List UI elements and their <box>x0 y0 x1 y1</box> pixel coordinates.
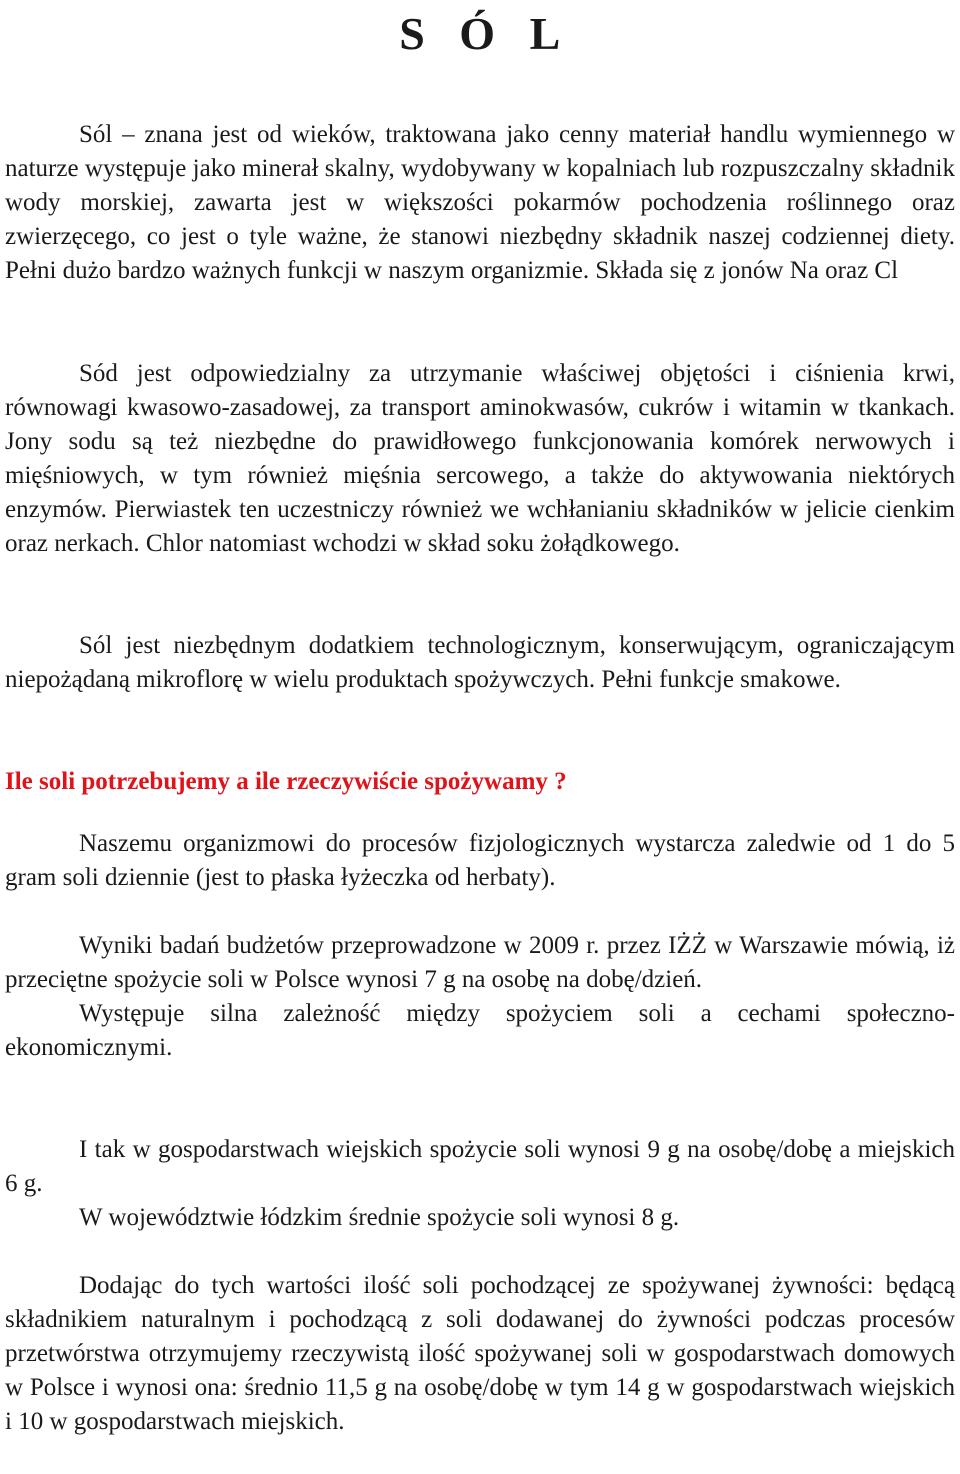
paragraph-sodium-text: Sód jest odpowiedzialny za utrzymanie właściwej objętości i ciśnienia krwi, równowagi kwasowo-zasadowej, za transport aminokwasów, cukrów i witamin w tkankach. Jony sodu są też niezbędne do prawidłowego funkcjonowania komórek nerwowych i mięśniowych, w tym również mięśnia sercowego, a także do aktywowania niektórych enzymów. Pierwiastek ten uczestniczy również we wchłanianiu składników w jelicie cienkim oraz nerkach. Chlor natomiast wchodzi w skład soku żołądkowego. <box>5 360 955 557</box>
paragraph-technology <box>5 629 955 697</box>
paragraph-lodz-text: W województwie łódzkim średnie spożycie soli wynosi 8 g. <box>79 1204 680 1231</box>
document-title: S Ó L <box>399 8 561 59</box>
paragraph-requirement-text: Naszemu organizmowi do procesów fizjologicznych wystarcza zaledwie od 1 do 5 gram soli dziennie (jest to płaska łyżeczka od herbaty). <box>5 830 955 891</box>
paragraph-dependency-text: Występuje silna zależność między spożyciem soli a cechami społeczno-ekonomicznymi. <box>5 1000 955 1061</box>
paragraph-intro <box>5 118 955 288</box>
paragraph-total <box>5 1269 955 1439</box>
paragraph-sodium <box>5 357 955 561</box>
paragraph-households-text: I tak w gospodarstwach wiejskich spożycie soli wynosi 9 g na osobę/dobę a miejskich 6 g. <box>5 1136 955 1197</box>
paragraph-technology-text: Sól jest niezbędnym dodatkiem technologicznym, konserwującym, ograniczającym niepożądaną mikroflorę w wielu produktach spożywczych. Pełni funkcje smakowe. <box>5 632 955 693</box>
paragraph-total-text: Dodając do tych wartości ilość soli pochodzącej ze spożywanej żywności: będącą składnikiem naturalnym i pochodzącą z soli dodawanej do żywności podczas procesów przetwórstwa otrzymujemy rzeczywistą ilość spożywanej soli w gospodarstwach domowych w Polsce i wynosi ona: średnio 11,5 g na osobę/dobę w tym 14 g w gospodarstwach wiejskich i 10 w gospodarstwach miejskich. <box>5 1272 955 1435</box>
paragraph-households <box>5 1133 955 1235</box>
section-heading: Ile soli potrzebujemy a ile rzeczywiście spożywamy ? <box>5 768 567 795</box>
paragraph-requirement <box>5 827 955 895</box>
paragraph-intro-text: Sól – znana jest od wieków, traktowana jako cenny materiał handlu wymiennego w naturze występuje jako minerał skalny, wydobywany w kopalniach lub rozpuszczalny składnik wody morskiej, zawarta jest w większości pokarmów pochodzenia roślinnego oraz zwierzęcego, co jest o tyle ważne, że stanowi niezbędny składnik naszej codziennej diety. Pełni dużo bardzo ważnych funkcji w naszym organizmie. Składa się z jonów Na oraz Cl <box>5 121 955 284</box>
paragraph-survey <box>5 929 955 1065</box>
paragraph-survey-text: Wyniki badań budżetów przeprowadzone w 2009 r. przez IŻŻ w Warszawie mówią, iż przeciętne spożycie soli w Polsce wynosi 7 g na osobę na dobę/dzień. <box>5 932 955 993</box>
